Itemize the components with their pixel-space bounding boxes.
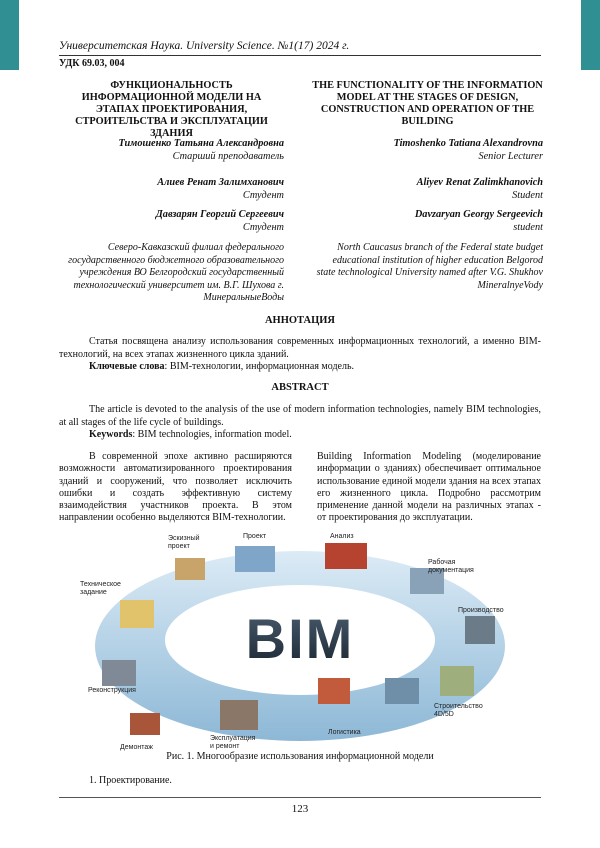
building-icon <box>120 600 154 628</box>
ru-author-name: Алиев Ренат Залимханович <box>157 177 284 188</box>
building-icon <box>440 666 474 696</box>
label-line: проект <box>168 543 190 550</box>
en-author-1 <box>312 137 543 163</box>
building-icon <box>220 700 258 730</box>
label-sketch <box>168 534 200 550</box>
label-demolition: Демонтаж <box>120 744 153 751</box>
decorative-right-bar <box>581 0 600 70</box>
label-operation <box>210 735 256 750</box>
label-line: и ремонт <box>210 743 240 750</box>
body-left-column: В современной эпохе активно расширяются возможности автоматизированного проектирования зданий и сооружений, что позволяет исключить ошибки и создать эффективную систему взаимодействия участников проекта. В этом направлении особенно выделяются BIM-технологии. <box>59 451 292 524</box>
building-icon <box>235 546 275 572</box>
label-line: Эксплуатация <box>210 735 256 742</box>
ru-author-2 <box>59 176 284 202</box>
ru-author-name: Давзарян Георгий Сергеевич <box>155 209 284 220</box>
label-line: Рабочая <box>428 559 456 566</box>
ru-author-1 <box>59 137 284 163</box>
label-analysis: Анализ <box>330 533 354 540</box>
label-line: 4D/5D <box>434 711 454 718</box>
keywords-value: : BIM-технологии, информационная модель. <box>164 361 355 372</box>
en-author-role: Senior Lecturer <box>478 151 543 162</box>
abstract-keywords <box>59 429 541 442</box>
figure-caption: Рис. 1. Многообразие использования информационной модели <box>166 751 434 762</box>
en-author-2 <box>312 176 543 202</box>
label-project: Проект <box>243 533 267 540</box>
building-icon <box>385 678 419 704</box>
building-icon <box>102 660 136 686</box>
header-rule <box>59 55 541 56</box>
abstract-heading: ABSTRACT <box>271 382 329 393</box>
abstract-text: The article is devoted to the analysis of the use of modern information technologies, namely BIM technologies, at all stages of the life cycle of buildings. <box>59 404 541 428</box>
en-author-name: Timoshenko Tatiana Alexandrovna <box>393 138 543 149</box>
en-title: THE FUNCTIONALITY OF THE INFORMATION MODEL AT THE STAGES OF DESIGN, CONSTRUCTION AND OPERATION OF THE BUILDING <box>312 80 543 127</box>
building-icon <box>130 713 160 735</box>
en-author-3 <box>312 208 543 234</box>
annotation-heading: АННОТАЦИЯ <box>264 315 336 326</box>
label-production: Производство <box>458 607 504 614</box>
building-icon <box>325 543 367 569</box>
building-icon <box>175 558 205 580</box>
list-item: 1. Проектирование. <box>89 775 172 786</box>
label-line: задание <box>80 589 107 596</box>
label-line: Строительство <box>434 703 483 710</box>
ru-affiliation: Северо-Кавказский филиал федерального государственного бюджетного образовательного учреждения ВО Белгородский государственный технологический университет им. В.Г. Шухова г. МинеральныеВоды <box>68 242 284 303</box>
annotation-text: Статья посвящена анализу использования современных информационных технологий, а именно BIM-технологий, на всех этапах жизненного цикла зданий. <box>59 336 541 360</box>
label-working-docs <box>428 558 474 574</box>
ru-author-role: Студент <box>242 222 284 233</box>
en-author-role: Student <box>512 190 543 201</box>
label-construction <box>434 703 483 718</box>
decorative-left-bar <box>0 0 19 70</box>
ru-title: ФУНКЦИОНАЛЬНОСТЬ ИНФОРМАЦИОННОЙ МОДЕЛИ НА ЭТАПАХ ПРОЕКТИРОВАНИЯ, СТРОИТЕЛЬСТВА И ЭКСПЛУАТАЦИИ ЗДАНИЯ <box>75 80 268 139</box>
journal-header: Университетская Наука. University Science. №1(17) 2024 г. <box>59 40 350 52</box>
keywords-value: : BIM technologies, information model. <box>132 429 292 440</box>
en-affiliation: North Caucasus branch of the Federal state budget educational institution of higher education Belgorod state technological University named after V.G. Shukhov MineralnyeVody <box>316 242 543 291</box>
ru-author-role: Студент <box>242 190 284 201</box>
en-author-name: Aliyev Renat Zalimkhanovich <box>416 177 543 188</box>
label-line: документация <box>428 567 474 574</box>
keywords-label: Ключевые слова <box>89 361 165 372</box>
label-logistics: Логистика <box>328 729 361 736</box>
footer-rule <box>59 797 541 798</box>
ru-author-name: Тимошенко Татьяна Александровна <box>118 138 284 149</box>
label-line: Техническое <box>80 581 121 588</box>
en-author-role: student <box>513 222 543 233</box>
building-icon <box>465 616 495 644</box>
building-icon <box>318 678 350 704</box>
page-number: 123 <box>291 803 309 815</box>
udk-code: УДК 69.03, 004 <box>59 58 125 69</box>
body-right-column: Building Information Modeling (моделирование информации о зданиях) обеспечивает оптимальное использование единой модели здания на всех этапах его жизненного цикла. Подробно рассмотрим применение данной модели на различных этапах - от проектирования до эксплуатации. <box>317 451 541 524</box>
label-line: Эскизный <box>168 535 200 542</box>
ru-author-role: Старший преподаватель <box>172 151 284 162</box>
ru-author-3 <box>59 208 284 234</box>
label-reconstruction: Реконструкция <box>88 687 136 694</box>
annotation-keywords <box>59 361 541 374</box>
bim-figure <box>80 528 520 754</box>
label-technical-task <box>80 581 121 596</box>
en-author-name: Davzaryan Georgy Sergeevich <box>414 209 543 220</box>
bim-center-text: BIM <box>245 607 355 670</box>
keywords-label: Keywords <box>89 429 133 440</box>
